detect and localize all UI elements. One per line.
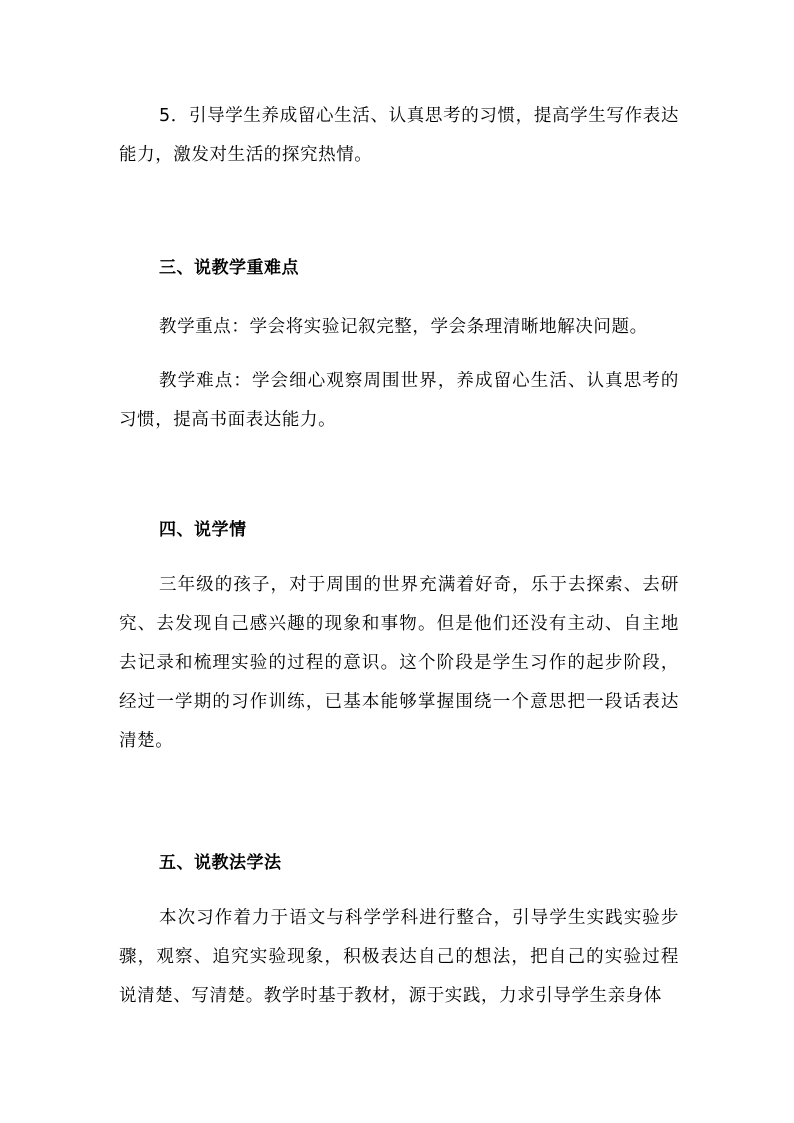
section-4-heading: 四、说学情 xyxy=(159,520,247,540)
section-3-heading: 三、说教学重难点 xyxy=(159,258,299,278)
section-5-heading: 五、说教法学法 xyxy=(159,853,282,873)
teaching-method-paragraph: 本次习作着力于语文与科学学科进行整合，引导学生实践实验步骤，观察、追究实验现象，积极表达自己的想法，把自己的实验过程说清楚、写清楚。教学时基于教材，源于实践，力求引导学生亲身体 xyxy=(119,908,679,1006)
teaching-difficult-point: 教学难点：学会细心观察周围世界，养成留心生活、认真思考的习惯，提高书面表达能力。 xyxy=(119,371,679,430)
student-analysis-paragraph: 三年级的孩子，对于周围的世界充满着好奇，乐于去探索、去研究、去发现自己感兴趣的现象和事物。但是他们还没有主动、自主地去记录和梳理实验的过程的意识。这个阶段是学生习作的起步阶段，经过一学期的习作训练，已基本能够掌握围绕一个意思把一段话表达清楚。 xyxy=(119,575,679,751)
goal-item-5: 5．引导学生养成留心生活、认真思考的习惯，提高学生写作表达能力，激发对生活的探究热情。 xyxy=(119,106,679,165)
teaching-key-point: 教学重点：学会将实验记叙完整，学会条理清晰地解决问题。 xyxy=(159,317,648,337)
